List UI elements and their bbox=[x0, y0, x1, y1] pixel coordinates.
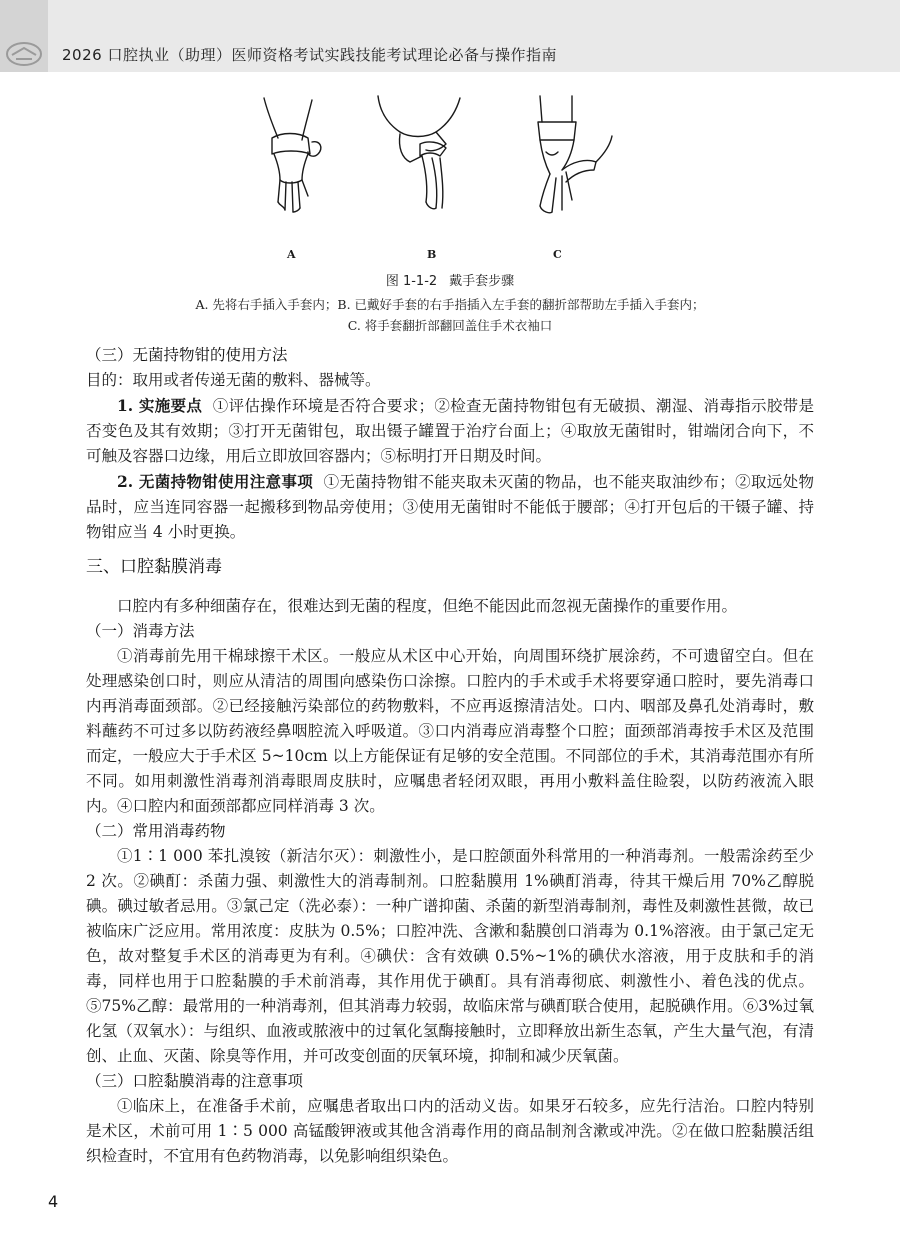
figure-note-line-1: A. 先将右手插入手套内；B. 已戴好手套的右手指插入左手套的翻折部帮助左手插入手套内； bbox=[195, 297, 705, 312]
heading-methods: （一）消毒方法 bbox=[86, 622, 195, 640]
forceps-point-1-text: ①评估操作环境是否符合要求；②检查无菌持物钳包有无破损、潮湿、消毒指示胶带是否变色及其有效期；③打开无菌钳包，取出镊子罐置于治疗台面上；④取放无菌钳时，钳端闭合向下，不可触及容器口边缘，用后立即放回容器内；⑤标明打开日期及时间。 bbox=[86, 397, 814, 465]
forceps-point-2-text: ①无菌持物钳不能夹取未灭菌的物品，也不能夹取油纱布；②取远处物品时，应当连同容器一起搬移到物品旁使用；③使用无菌钳时不能低于腰部；④打开包后的干镊子罐、持物钳应当 4 小时更换。 bbox=[86, 473, 814, 541]
methods-text: ①消毒前先用干棉球擦干术区。一般应从术区中心开始，向周围环绕扩展涂药，不可遗留空白。但在处理感染创口时，则应从清洁的周围向感染伤口涂擦。口腔内的手术或手术将要穿通口腔时，要先消毒口内再消毒面颈部。②已经接触污染部位的药物敷料，不应再返擦清洁处。口内、咽部及鼻孔处消毒时，敷料蘸药不可过多以防药液经鼻咽腔流入呼吸道。③口内消毒应消毒整个口腔；面颈部消毒按手术区及范围而定，一般应大于手术区 5~10cm 以上方能保证有足够的安全范围。不同部位的手术，其消毒范围亦有所不同。如用刺激性消毒剂消毒眼周皮肤时，应嘱患者轻闭双眼，再用小敷料盖住睑裂，以防药液流入眼内。④口腔内和面颈部都应同样消毒 3 次。 bbox=[86, 647, 814, 815]
figure-number: 图 1-1-2 bbox=[385, 274, 438, 289]
header-tab bbox=[0, 0, 48, 72]
page-number: 4 bbox=[48, 1192, 59, 1211]
forceps-point-2 bbox=[86, 469, 814, 545]
page-header bbox=[0, 0, 900, 72]
heading-precautions: （三）口腔黏膜消毒的注意事项 bbox=[86, 1072, 304, 1090]
figure-label-c: C bbox=[553, 248, 562, 261]
heading-mucosa: 三、口腔黏膜消毒 bbox=[86, 557, 222, 577]
figure-note-line-2: C. 将手套翻折部翻回盖住手术衣袖口 bbox=[347, 318, 553, 333]
figure-label-a: A bbox=[287, 248, 296, 261]
forceps-point-1-title: 1. 实施要点 bbox=[117, 396, 203, 415]
drugs-text: ①1∶1 000 苯扎溴铵（新洁尔灭）：刺激性小，是口腔颌面外科常用的一种消毒剂。一般需涂药至少 2 次。②碘酊：杀菌力强、刺激性大的消毒制剂。口腔黏膜用 1%碘酊消毒，待其干燥后用 70%乙醇脱碘。碘过敏者忌用。③氯己定（洗必泰）：一种广谱抑菌、杀菌的新型消毒制剂，毒性及刺激性甚微，故已被临床广泛应用。常用浓度：皮肤为 0.5%；口腔冲洗、含漱和黏膜创口消毒为 0.1%溶液。由于氯己定无色，故对整复手术区的消毒更为有利。④碘伏：含有效碘 0.5%~1%的碘伏水溶液，用于皮肤和手的消毒，同样也用于口腔黏膜的手术前消毒，其作用优于碘酊。具有消毒彻底、刺激性小、着色浅的优点。⑤75%乙醇：最常用的一种消毒剂，但其消毒力较弱，故临床常与碘酊联合使用，起脱碘作用。⑥3%过氧化氢（双氧水）：与组织、血液或脓液中的过氧化氢酶接触时，立即释放出新生态氧，产生大量气泡，有清创、止血、灭菌、除臭等作用，并可改变创面的厌氧环境，抑制和减少厌氧菌。 bbox=[86, 847, 814, 1065]
publisher-logo-icon bbox=[4, 40, 44, 68]
figure-caption bbox=[0, 270, 900, 289]
illustration-b bbox=[378, 96, 460, 209]
forceps-point-2-title: 2. 无菌持物钳使用注意事项 bbox=[117, 472, 314, 491]
illustration-a bbox=[264, 98, 321, 212]
illustration-c bbox=[538, 96, 612, 213]
figure-title: 戴手套步骤 bbox=[449, 274, 515, 289]
heading-drugs: （二）常用消毒药物 bbox=[86, 822, 226, 840]
body-content bbox=[86, 343, 814, 1169]
heading-forceps: （三）无菌持物钳的使用方法 bbox=[86, 346, 288, 364]
precautions-text: ①临床上，在准备手术前，应嘱患者取出口内的活动义齿。如果牙石较多，应先行洁治。口腔内特别是术区，术前可用 1∶5 000 高锰酸钾液或其他含消毒作用的商品制剂含漱或冲洗。②在做口腔黏膜活组织检查时，不宜用有色药物消毒，以免影响组织染色。 bbox=[86, 1097, 814, 1165]
forceps-purpose: 目的：取用或者传递无菌的敷料、器械等。 bbox=[86, 371, 381, 389]
glove-steps-figure bbox=[250, 92, 630, 264]
forceps-point-1 bbox=[86, 393, 814, 469]
figure-label-b: B bbox=[427, 248, 437, 261]
running-head: 2026 口腔执业（助理）医师资格考试实践技能考试理论必备与操作指南 bbox=[62, 46, 557, 64]
mucosa-intro: 口腔内有多种细菌存在，很难达到无菌的程度，但绝不能因此而忽视无菌操作的重要作用。 bbox=[117, 597, 738, 615]
